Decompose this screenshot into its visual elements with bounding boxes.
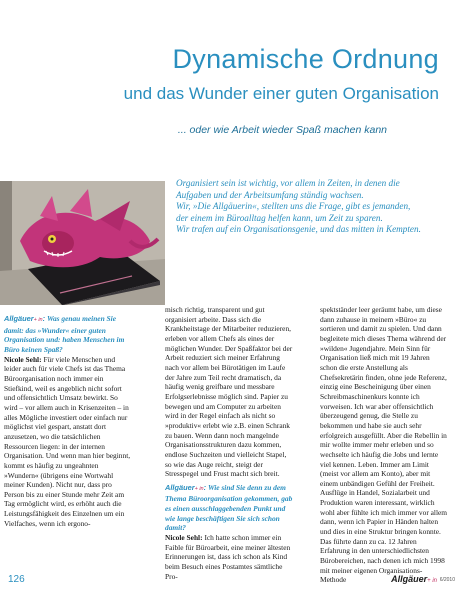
article-photo	[0, 181, 165, 305]
brand-mark: Allgäuer+ in:	[4, 314, 46, 323]
footer-brand-logo: Allgäuer+ in	[391, 574, 437, 584]
article-column-2	[165, 305, 293, 581]
dragon-photo-illustration	[0, 181, 165, 305]
issue-label: 6/2010	[439, 577, 455, 583]
intro-line: Wir trafen auf ein Organisationsgenie, und das mitten in Kempten.	[176, 224, 421, 235]
page-number: 126	[8, 574, 25, 585]
brand-mark: Allgäuer+ in:	[165, 482, 207, 492]
intro-line: Aufgaben und der Arbeitsumfang ständig wachsen.	[176, 189, 364, 200]
article-tagline: ... oder wie Arbeit wieder Spaß machen kann	[177, 124, 387, 136]
intro-text	[176, 178, 446, 236]
article-paragraph: spektständer leer geräumt habe, um diese dann zuhause in meinem »Büro« zu sortieren und damit zu spielen. Und dann begleitete mich dieses Thema während der »wilden« Jugendjahre. Mein Sinn für Organisation ließ mich mit 19 Jahren schon die erste Anstellung als Chefsekretärin finden, ohne jede Referenz, einzig eine Bescheinigung über einen Schreibmaschinenkurs konnte ich vorweisen. Ich war aber offensichtlich überzeugend genug, die Stelle zu bekommen und habe sie auch sehr erfolgreich ausgefüllt. Aber die Rebellin in mir wollte immer mehr erleben und so wechselte ich häufig die Jobs und lernte viel kennen. Leben. Immer am Limit (meist vor allem am Konto), aber mit einem unbändigen Gefühl der Freiheit. Ausflüge in Handel, Sozialarbeit und Produktion waren interessant, wirklich wohl aber fühlte ich mich immer vor allem dann, wenn ich Papier in Händen halten und dies in eine Struktur bringen konnte. Das führte dann zu ca. 12 Jahren Erfahrung in den unterschiedlichsten Bürobereichen, nach denen ich mich 1998 mit meiner eigenen Organisations-Methode	[320, 305, 448, 585]
interview-question: Allgäuer+ in: Was genau meinen Sie damit: das »Wunder« einer guten Organisation und: haben Menschen im Büro keinen Spaß?	[4, 314, 125, 354]
article-column-1	[4, 314, 132, 528]
article-paragraph: misch richtig, transparent und gut organisiert arbeite. Dass sich die Krankheitstage der Mitarbeiter reduzieren, erleben vor allem Chefs als eines der möglichen Wunder. Der Spaßfaktor bei der Arbeit reduziert sich meiner Erfahrung nach vor allem bei Bürotätigen im Laufe der Jahre zum Teil recht dramatisch, da häufig wenig greifbare und messbare Erfolgserlebnisse möglich sind. Papier zu bewegen und am Computer zu arbeiten wird in der Regel einfach als nicht so »produktiv« erlebt wie z.B. einen Schrank zu bauen. Wenn dann noch mangelnde Organisationsstrukturen dazu kommen, endlose Suchzeiten und vielleicht Stapel, so wie das Auge reicht, steigt der Stresspegel und Frust macht sich breit.	[165, 305, 293, 479]
article-title: Dynamische Ordnung	[172, 44, 439, 74]
intro-line: Wir, »Die Allgäuerin«, stellten uns die Frage, gibt es jemanden,	[176, 201, 411, 212]
interview-answer: Nicole Sehl: Ich hatte schon immer ein Faible für Büroarbeit, eine meiner ältesten Erinnerungen ist, dass ich schon als Kind beim Besuch eines Postamtes sämtliche Pro-	[165, 533, 291, 581]
intro-line: Organisiert sein ist wichtig, vor allem in Zeiten, in denen die	[176, 178, 400, 188]
intro-line: der einem im Büroalltag helfen kann, um Zeit zu sparen.	[176, 212, 383, 223]
interview-question: Allgäuer+ in: Wie sind Sie denn zu dem Thema Büroorganisation gekommen, gab es einen ausschlaggebenden Punkt und wie lange beschäftigen Sie sich schon damit?	[165, 482, 293, 533]
article-column-3	[320, 305, 448, 585]
article-subtitle: und das Wunder einer guten Organisation	[123, 84, 439, 103]
interview-answer: Nicole Sehl: Für viele Menschen und leider auch für viele Chefs ist das Thema Büroorganisation noch immer ein Stiefkind, weil es angeblich nicht sofort und offensichtlich Umsatz bewirkt. So wird – vor allem auch in Krisenzeiten – in alles Mögliche investiert oder einfach nur möglichst viel gespart, anstatt dort anzusetzen, wo die tatsächlichen Ressourcen liegen: in der internen Organisation. Und wenn man hier beginnt, kommt es häufig zu ungeahnten »Wundern« (übrigens eine Wortwahl meiner Kunden). Nicht nur, dass pro Person bis zu einer Stunde mehr Zeit am Tag ermöglicht wird, es erhöht auch die Leistungsfähigkeit des Einzelnen um ein Vielfaches, wenn ich ergono-	[4, 354, 131, 528]
